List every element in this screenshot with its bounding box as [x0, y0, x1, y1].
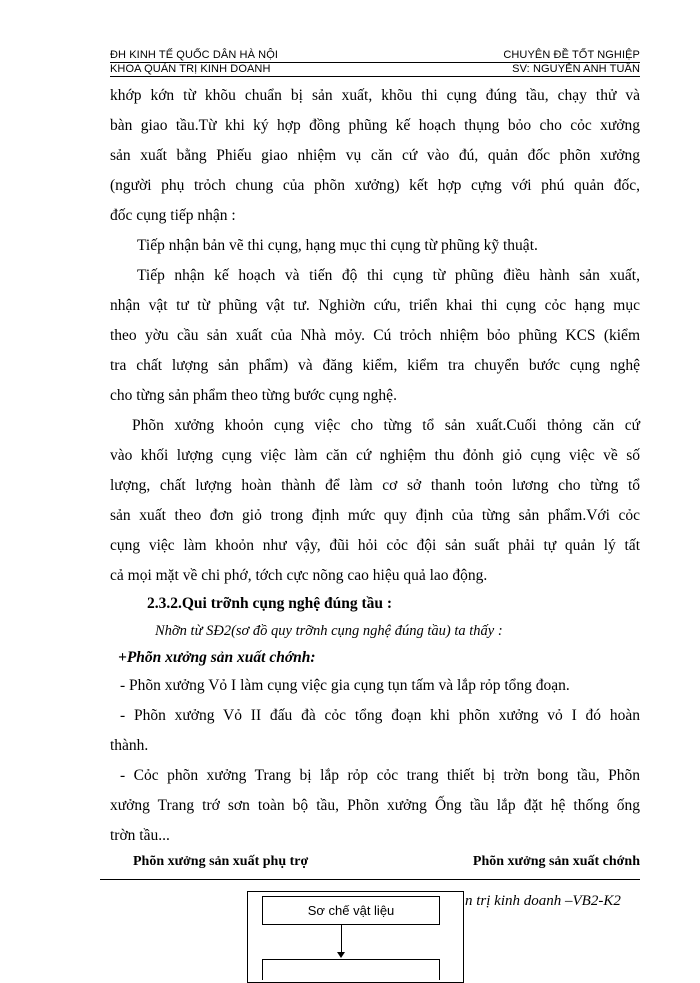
body-line: sản xuất theo đơn giỏ trong định mức quy định của từng sản phẩm.Với cỏc — [110, 507, 640, 524]
body-line: - Phõn xưởng Vỏ II đấu đà cỏc tổng đoạn khi phõn xưởng vỏ I đó hoàn — [120, 707, 640, 724]
body-line: sản xuất bằng Phiếu giao nhiệm vụ căn cứ vào đú, quản đốc phõn xưởng — [110, 147, 640, 164]
body-line: - Cỏc phõn xưởng Trang bị lắp rỏp cỏc trang thiết bị trờn bong tầu, Phõn — [120, 767, 640, 784]
body-line: cho từng sản phẩm theo từng bước cụng nghệ. — [110, 387, 397, 404]
body-line: - Phõn xưởng Vỏ I làm cụng việc gia cụng tụn tấm và lắp rỏp tổng đoạn. — [120, 677, 570, 694]
arrow-down-icon — [337, 952, 345, 958]
body-line: tra chất lượng sản phẩm) và đăng kiểm, kiểm tra chuyển bước cụng nghệ — [110, 357, 640, 374]
faculty-name: KHOA QUẢN TRỊ KINH DOANH — [110, 63, 271, 75]
body-line: lượng, chất lượng hoàn thành để làm cơ sở thanh toỏn lương cho từng tổ — [110, 477, 640, 494]
body-line: xưởng Trang trớ sơn toàn bộ tầu, Phõn xưởng Ống tầu lắp đặt hệ thống ống — [110, 797, 640, 814]
body-line: Phõn xưởng khoỏn cụng việc cho từng tổ sản xuất.Cuối thỏng căn cứ — [132, 417, 640, 434]
document-type: CHUYÊN ĐỀ TỐT NGHIỆP — [503, 49, 640, 61]
column-label-main: Phõn xưởng sản xuất chớnh — [472, 854, 640, 869]
section-heading: 2.3.2.Qui trỡnh cụng nghệ đúng tầu : — [147, 595, 393, 612]
body-line: cụng việc làm khoỏn như vậy, đũi hỏi cỏc đội sản suất phải tự quản lý tất — [110, 537, 640, 554]
body-line: vào khối lượng cụng việc làm căn cứ nghiệm thu đỏnh giỏ cụng việc về số — [110, 447, 640, 464]
student-name: SV: NGUYỄN ANH TUẤN — [512, 63, 640, 75]
body-line: cả mọi mặt về chi phớ, tớch cực nõng cao hiệu quả lao động. — [110, 567, 488, 584]
subheading: +Phõn xưởng sản xuất chớnh: — [118, 649, 316, 666]
footer-divider — [100, 879, 640, 880]
column-label-auxiliary: Phõn xưởng sản xuất phụ trợ — [133, 854, 309, 869]
body-line: (người phụ trỏch chung của phõn xưởng) kết hợp cựng với phú quản đốc, — [110, 177, 640, 194]
body-line: trờn tầu... — [110, 827, 170, 844]
diagram-box-next — [262, 959, 440, 980]
university-name: ĐH KINH TẾ QUỐC DÂN HÀ NỘI — [110, 49, 279, 61]
diagram-caption: Nhỡn từ SĐ2(sơ đồ quy trỡnh cụng nghệ đúng tầu) ta thấy : — [155, 623, 503, 639]
body-line: đốc cụng tiếp nhận : — [110, 207, 236, 224]
diagram-arrow — [341, 925, 342, 953]
footer-text: n trị kinh doanh –VB2-K2 — [465, 893, 621, 909]
body-line: nhận vật tư từ phũng vật tư. Nghiờn cứu, triển khai thi cụng cỏc hạng mục — [110, 297, 640, 314]
page-header-row-2 — [110, 62, 640, 77]
body-line: bàn giao tầu.Từ khi ký hợp đồng phũng kế hoạch thụng bỏo cho cỏc xưởng — [110, 117, 640, 134]
body-line: Tiếp nhận bản vẽ thi cụng, hạng mục thi cụng từ phũng kỹ thuật. — [137, 237, 538, 254]
body-line: khớp kớn từ khõu chuẩn bị sản xuất, khõu thi cụng đúng tầu, chạy thử và — [110, 87, 640, 104]
body-line: Tiếp nhận kế hoạch và tiến độ thi cụng từ phũng điều hành sản xuất, — [137, 267, 640, 284]
body-line: thành. — [110, 737, 149, 754]
diagram-box-material-prep: Sơ chế vật liệu — [262, 896, 440, 925]
page-header-row-1 — [110, 49, 640, 62]
body-line: theo yờu cầu sản xuất của Nhà mỏy. Cú trỏch nhiệm bỏo phũng KCS (kiểm — [110, 327, 640, 344]
